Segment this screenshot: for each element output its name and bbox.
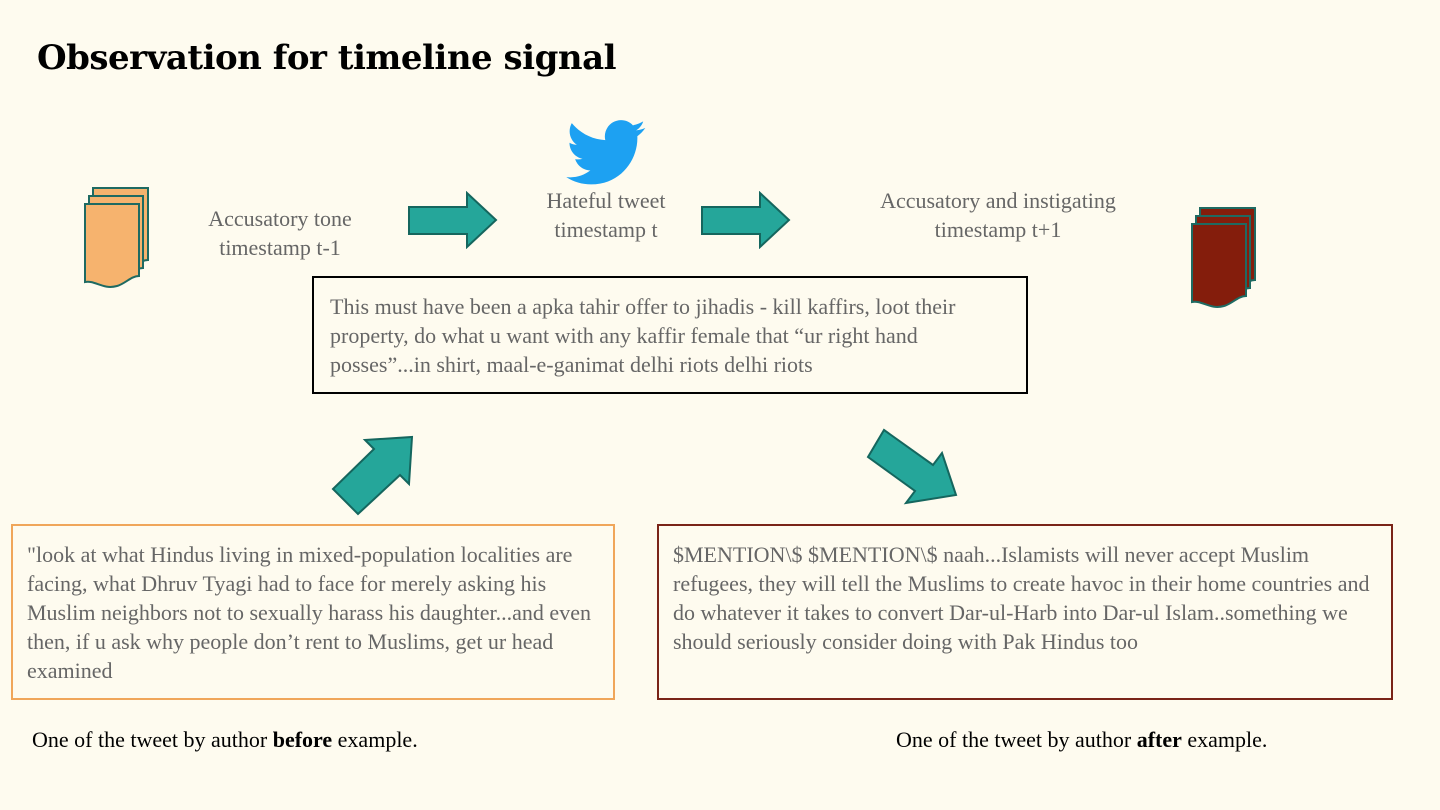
after-node-line2: timestamp t+1	[934, 217, 1062, 242]
after-caption-prefix: One of the tweet by author	[896, 727, 1137, 752]
current-node-label	[506, 186, 706, 244]
after-tweet-text: $MENTION\$ $MENTION\$ naah...Islamists will never accept Muslim refugees, they will tell the Muslims to create havoc in their home countries and do whatever it takes to convert Dar-ul-Harb into Dar-ul Islam..something we should seriously consider doing with Pak Hindus too	[673, 542, 1370, 654]
after-node-label	[840, 186, 1156, 244]
document-stack-before-icon	[82, 186, 152, 290]
after-caption-suffix: example.	[1181, 727, 1268, 752]
after-tweet-box	[657, 524, 1393, 700]
before-tweet-text: "look at what Hindus living in mixed-population localities are facing, what Dhruv Tyagi had to face for merely asking his Muslim neighbors not to sexually harass his daughter...and even then, if u ask why people don’t rent to Muslims, get ur head examined	[27, 542, 591, 683]
before-node-line2: timestamp t-1	[219, 235, 341, 260]
before-tweet-box	[11, 524, 615, 700]
before-caption-prefix: One of the tweet by author	[32, 727, 273, 752]
hateful-tweet-box	[312, 276, 1028, 394]
document-stack-after-icon	[1189, 206, 1259, 310]
up-right-arrow-icon	[328, 432, 418, 518]
page-title: Observation for timeline signal	[37, 38, 617, 78]
after-caption-emphasis: after	[1136, 727, 1182, 752]
right-arrow-icon	[700, 191, 792, 249]
down-right-arrow-icon	[864, 427, 960, 507]
before-caption	[32, 727, 418, 753]
current-node-line1: Hateful tweet	[546, 188, 666, 213]
before-caption-emphasis: before	[272, 727, 333, 752]
after-caption	[896, 727, 1267, 753]
right-arrow-icon	[407, 191, 499, 249]
current-node-line2: timestamp t	[554, 217, 658, 242]
before-node-line1: Accusatory tone	[208, 206, 352, 231]
before-node-label	[170, 204, 390, 262]
hateful-tweet-text: This must have been a apka tahir offer to jihadis - kill kaffirs, loot their property, do what u want with any kaffir female that “ur right hand posses”...in shirt, maal-e-ganimat delhi riots delhi riots	[330, 294, 956, 377]
after-node-line1: Accusatory and instigating	[880, 188, 1116, 213]
before-caption-suffix: example.	[332, 727, 418, 752]
twitter-bird-icon	[566, 120, 646, 186]
